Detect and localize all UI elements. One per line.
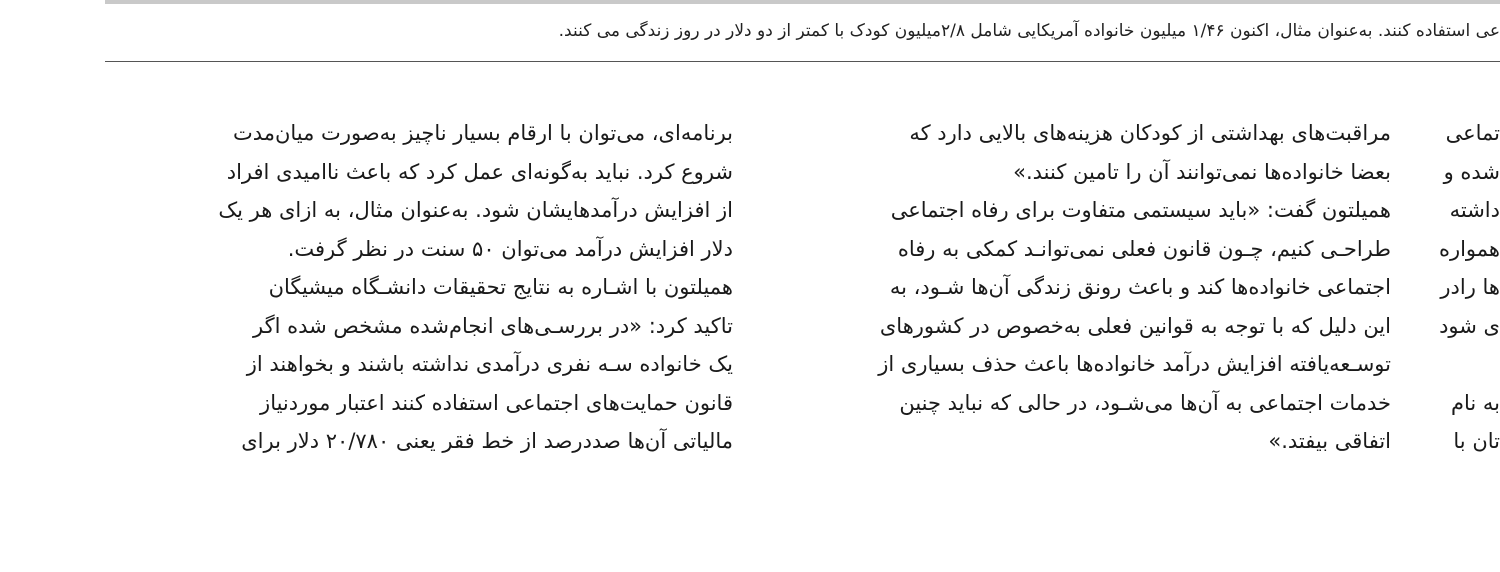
text-line: ی شود [1439, 313, 1500, 338]
text-line: اتفاقی بیفتد.» [1268, 429, 1391, 453]
text-line: بعضا خانواده‌ها نمی‌توانند آن را تامین کنند.» [1013, 159, 1391, 184]
text-line: تماعی [1445, 121, 1500, 145]
text-line: همیلتون با اشـاره به نتایج تحقیقات دانشـگاه میشیگان [268, 275, 733, 299]
text-line: خدمات اجتماعی به آن‌ها می‌شـود، در حالی که نباید چنین [899, 390, 1391, 415]
text-line: به نام [1450, 390, 1500, 415]
text-line: همیلتون گفت: «باید سیستمی متفاوت برای رفاه اجتماعی [890, 198, 1391, 222]
caption-text: عی استفاده کنند. به‌عنوان مثال، اکنون ۱/۴۶ میلیون خانواده آمریکایی شامل ۲/۸میلیون کودک با کمتر از دو دلار در روز زندگی می کنند. [558, 21, 1500, 41]
text-line: توسـعه‌یافته افزایش درآمد خانواده‌ها باعث حذف بسیاری از [878, 352, 1391, 376]
top-border-bar [105, 0, 1500, 4]
column-right-partial [1436, 114, 1500, 461]
text-line: قانون حمایت‌های اجتماعی استفاده کنند اعتبار موردنیاز [260, 390, 733, 415]
text-line: شروع کرد. نباید به‌گونه‌ای عمل کرد که باعث ناامیدی افراد [226, 159, 733, 184]
text-line: اجتماعی خانواده‌ها کند و باعث رونق زندگی آن‌ها شـود، به [889, 275, 1391, 299]
text-line: داشته [1449, 198, 1500, 222]
column-middle [776, 114, 1391, 461]
column-left [105, 114, 733, 461]
horizontal-divider [105, 61, 1500, 62]
text-line: برنامه‌ای، می‌توان با ارقام بسیار ناچیز به‌صورت میان‌مدت [232, 121, 733, 145]
text-line: دلار افزایش درآمد می‌توان ۵۰ سنت در نظر گرفت. [287, 236, 733, 261]
text-line: این دلیل که با توجه به قوانین فعلی به‌خصوص در کشورهای [879, 313, 1391, 338]
text-line: طراحـی کنیم، چـون قانون فعلی نمی‌توانـد کمکی به رفاه [897, 236, 1391, 261]
text-line: مراقبت‌های بهداشتی از کودکان هزینه‌های بالایی دارد که [909, 121, 1391, 145]
paragraph-gap [1436, 345, 1500, 384]
text-line: یک خانواده سـه نفری درآمدی نداشته باشند و بخواهند از [246, 352, 733, 376]
text-line: شده و [1443, 159, 1500, 184]
text-line: از افزایش درآمدهایشان شود. به‌عنوان مثال، به ازای هر یک [218, 198, 733, 222]
text-line: همواره [1438, 236, 1500, 261]
text-line: ها رادر [1440, 275, 1500, 299]
text-line: تان با [1453, 429, 1500, 453]
text-line: مالیاتی آن‌ها صددرصد از خط فقر یعنی ۲۰/۷۸۰ دلار برای [241, 429, 733, 453]
text-line: تاکید کرد: «در بررسـی‌های انجام‌شده مشخص شده اگر [253, 313, 733, 338]
